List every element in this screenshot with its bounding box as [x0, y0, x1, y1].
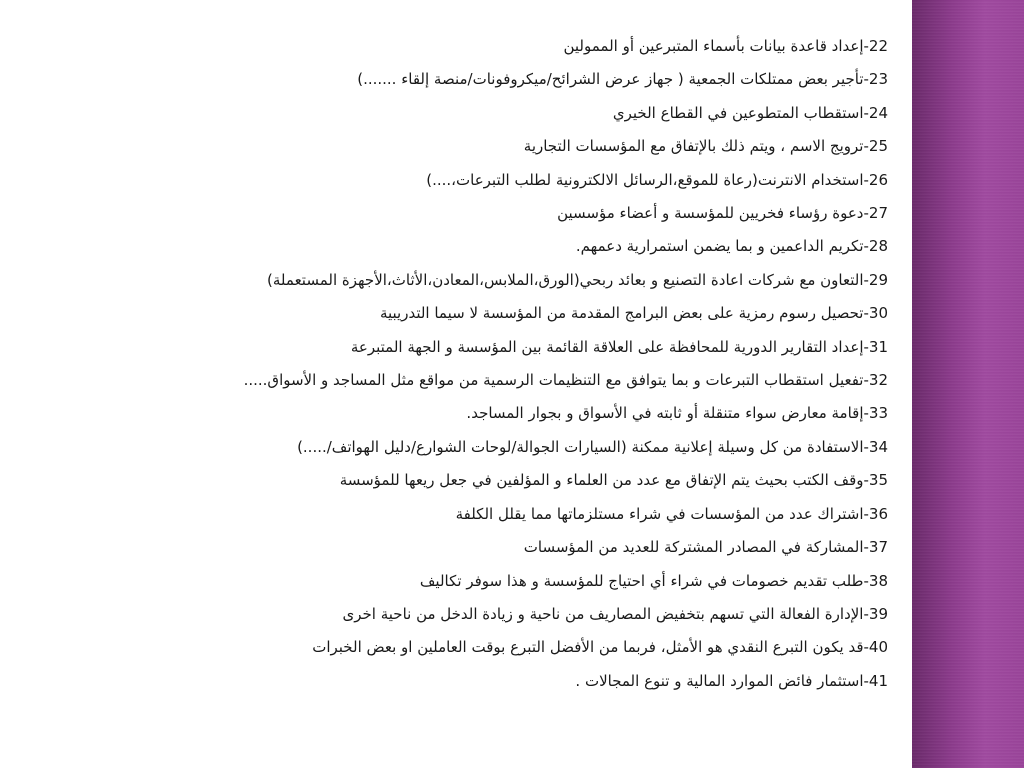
list-item: 32-تفعيل استقطاب التبرعات و بما يتوافق مع التنظيمات الرسمية من مواقع مثل المساجد و الأسواق..... — [243, 371, 888, 390]
list-item: 35-وقف الكتب بحيث يتم الإتفاق مع عدد من العلماء و المؤلفين في جعل ريعها للمؤسسة — [339, 471, 888, 490]
list-item: 37-المشاركة في المصادر المشتركة للعديد من المؤسسات — [523, 538, 888, 557]
list-item: 26-استخدام الانترنت(رعاة للموقع،الرسائل الالكترونية لطلب التبرعات،....) — [426, 170, 888, 189]
list-item: 25-ترويج الاسم ، ويتم ذلك بالإتفاق مع المؤسسات التجارية — [523, 137, 888, 156]
list-item: 41-استثمار فائض الموارد المالية و تنوع المجالات . — [575, 671, 888, 690]
bullet-list — [128, 30, 888, 698]
list-item: 40-قد يكون التبرع النقدي هو الأمثل، فربما من الأفضل التبرع بوقت العاملين او بعض الخبرات — [312, 638, 888, 657]
list-item: 31-إعداد التقارير الدورية للمحافظة على العلاقة القائمة بين المؤسسة و الجهة المتبرعة — [350, 337, 888, 356]
list-item: 27-دعوة رؤساء فخريين للمؤسسة و أعضاء مؤسسين — [557, 204, 888, 223]
list-item: 39-الإدارة الفعالة التي تسهم بتخفيض المصاريف من ناحية و زيادة الدخل من ناحية اخرى — [342, 604, 888, 623]
list-item: 38-طلب تقديم خصومات في شراء أي احتياج للمؤسسة و هذا سوفر تكاليف — [419, 571, 888, 590]
list-item: 24-استقطاب المتطوعين في القطاع الخيري — [612, 103, 888, 122]
list-item: 33-إقامة معارض سواء متنقلة أو ثابته في الأسواق و بجوار المساجد. — [466, 404, 888, 423]
list-item: 29-التعاون مع شركات اعادة التصنيع و بعائد ربحي(الورق،الملابس،المعادن،الأثاث،الأجهزة المستعملة) — [267, 270, 888, 289]
list-item: 30-تحصيل رسوم رمزية على بعض البرامج المقدمة من المؤسسة لا سيما التدريبية — [379, 304, 888, 323]
list-item: 34-الاستفادة من كل وسيلة إعلانية ممكنة (السيارات الجوالة/لوحات الشوارع/دليل الهواتف/.....) — [297, 437, 888, 456]
list-item: 22-إعداد قاعدة بيانات بأسماء المتبرعين أو الممولين — [563, 37, 888, 55]
decorative-side-band — [912, 0, 1024, 768]
list-item: 36-اشتراك عدد من المؤسسات في شراء مستلزماتها مما يقلل الكلفة — [455, 504, 888, 523]
list-item: 28-تكريم الداعمين و بما يضمن استمرارية دعمهم. — [575, 237, 888, 256]
list-item: 23-تأجير بعض ممتلكات الجمعية ( جهاز عرض الشرائح/ميكروفونات/منصة إلقاء .......) — [357, 70, 888, 89]
